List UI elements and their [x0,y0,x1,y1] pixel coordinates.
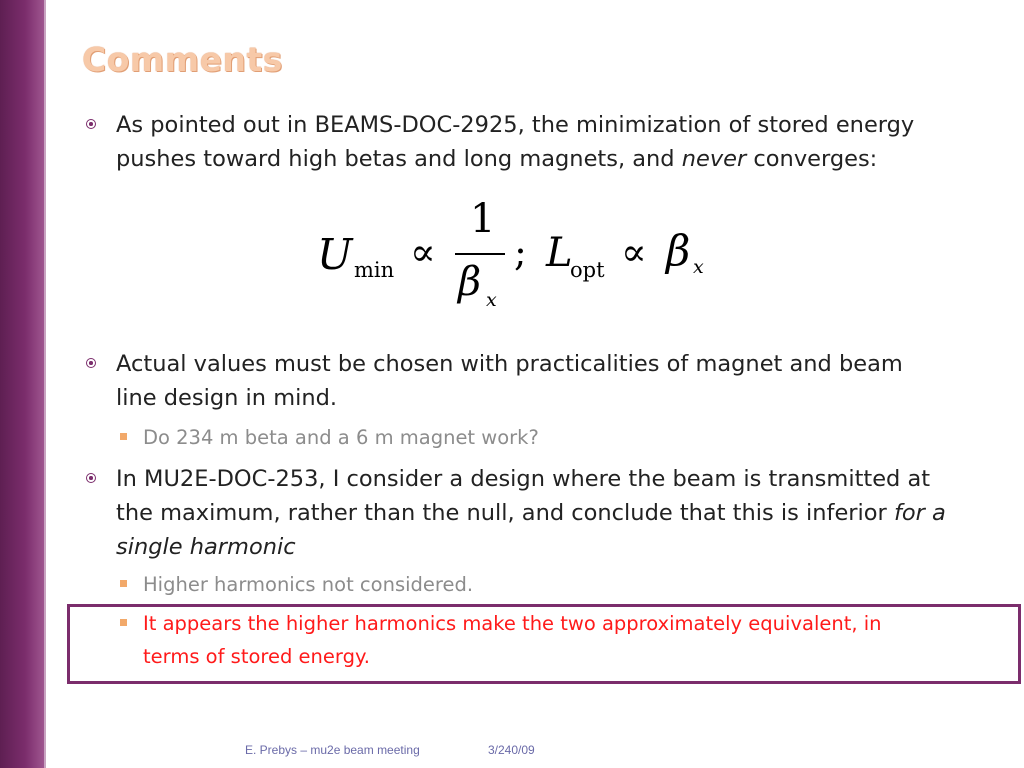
bullet-text-emphasis: for a single harmonic [116,500,946,560]
formula-semicolon: ; [514,230,527,274]
formula-proportional: ∝ [410,230,436,274]
subbullet-marker-icon [120,580,127,587]
formula-l-sub: opt [570,258,605,282]
bullet-text-part: In MU2E-DOC-253, I consider a design where the beam is transmitted at the maximum, rather than the null, and conclude that this is inferior [116,466,931,526]
slide-sidebar [0,0,46,768]
formula-u-sub: min [354,258,395,282]
subbullet-marker-icon [120,619,127,626]
subbullet-text: Higher harmonics not considered. [143,573,474,596]
bullet-text: Actual values must be chosen with practicalities of magnet and beam line design in mind. [116,351,903,411]
formula-denominator-beta: β [458,259,482,305]
bullet-text-emphasis: never [681,146,747,172]
formula-u: U [317,230,353,279]
formula-denominator-sub: x [486,289,497,311]
formula-proportional-2: ∝ [621,230,647,274]
scaling-formula [300,196,740,316]
sidebar-edge [44,0,46,768]
formula-fraction-bar [455,253,505,255]
formula-l: L [546,230,573,276]
bullet-text [116,108,946,176]
formula-beta: β [666,226,691,275]
slide-title: Comments [82,40,283,79]
subbullet-text: Do 234 m beta and a 6 m magnet work? [143,426,539,449]
bullet-marker-icon [86,119,96,129]
footer-author: E. Prebys – mu2e beam meeting [245,743,420,757]
formula-beta-sub: x [693,256,704,278]
bullet-text-part: converges: [746,146,878,172]
bullet-marker-icon [86,473,96,483]
formula-numerator: 1 [470,196,496,242]
subbullet-text: It appears the higher harmonics make the two approximately equivalent, in terms of stored energy. [143,612,882,668]
footer-date: 3/240/09 [488,743,535,757]
subbullet-marker-icon [120,433,127,440]
bullet-text [116,462,946,564]
bullet-marker-icon [86,358,96,368]
bullet-text-part: As pointed out in BEAMS-DOC-2925, the minimization of stored energy pushes toward high betas and long magnets, and [116,112,915,172]
